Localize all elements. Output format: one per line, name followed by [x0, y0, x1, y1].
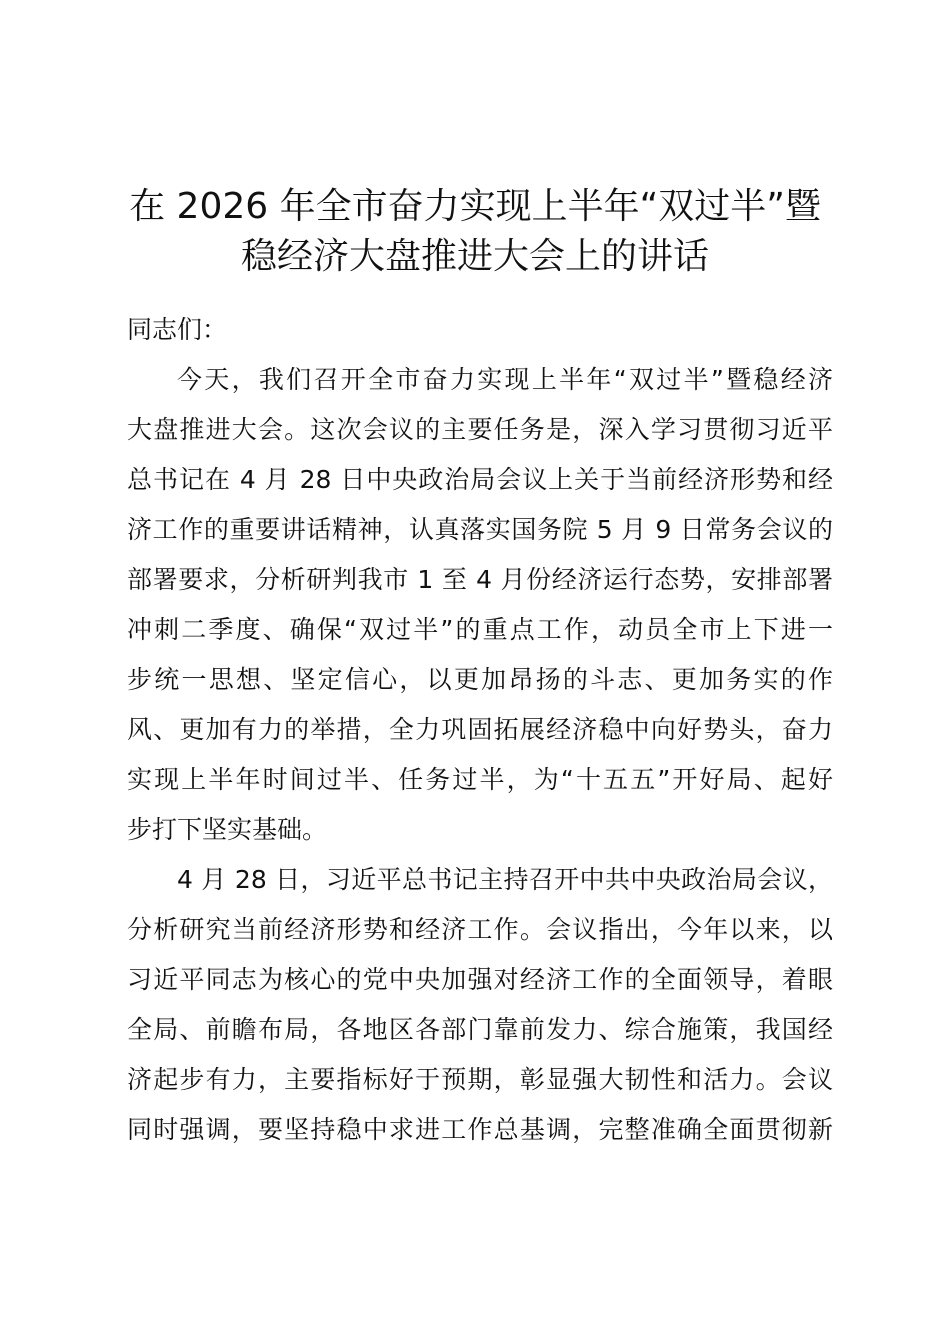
paragraph-2-line: 全局、前瞻布局，各地区各部门靠前发力、综合施策，我国经: [127, 1015, 833, 1044]
paragraph-2-line: 4 月 28 日，习近平总书记主持召开中共中央政治局会议，: [177, 865, 833, 894]
paragraph-1-line: 步打下坚实基础。: [127, 815, 328, 844]
document-title-line-2: 稳经济大盘推进大会上的讲话: [240, 236, 709, 277]
paragraph-1-line: 部署要求，分析研判我市 1 至 4 月份经济运行态势，安排部署: [127, 565, 833, 594]
paragraph-1-line: 济工作的重要讲话精神，认真落实国务院 5 月 9 日常务会议的: [127, 515, 833, 544]
paragraph-1-line: 冲刺二季度、确保“双过半”的重点工作，动员全市上下进一: [127, 615, 833, 644]
document-title-line-1: 在 2026 年全市奋力实现上半年“双过半”暨: [129, 186, 821, 227]
paragraph-2-line: 同时强调，要坚持稳中求进工作总基调，完整准确全面贯彻新: [127, 1115, 833, 1144]
salutation: 同志们：: [127, 315, 228, 344]
paragraph-1-line: 实现上半年时间过半、任务过半，为“十五五”开好局、起好: [127, 765, 833, 794]
paragraph-1-line: 风、更加有力的举措，全力巩固拓展经济稳中向好势头，奋力: [127, 715, 833, 744]
paragraph-1-line: 今天，我们召开全市奋力实现上半年“双过半”暨稳经济: [177, 365, 833, 394]
paragraph-2-line: 济起步有力，主要指标好于预期，彰显强大韧性和活力。会议: [127, 1065, 833, 1094]
paragraph-1-line: 步统一思想、坚定信心，以更加昂扬的斗志、更加务实的作: [127, 665, 833, 694]
paragraph-1-line: 总书记在 4 月 28 日中央政治局会议上关于当前经济形势和经: [127, 465, 833, 494]
paragraph-1-line: 大盘推进大会。这次会议的主要任务是，深入学习贯彻习近平: [127, 415, 833, 444]
paragraph-2-line: 分析研究当前经济形势和经济工作。会议指出，今年以来，以: [127, 915, 833, 944]
paragraph-2-line: 习近平同志为核心的党中央加强对经济工作的全面领导，着眼: [127, 965, 833, 994]
